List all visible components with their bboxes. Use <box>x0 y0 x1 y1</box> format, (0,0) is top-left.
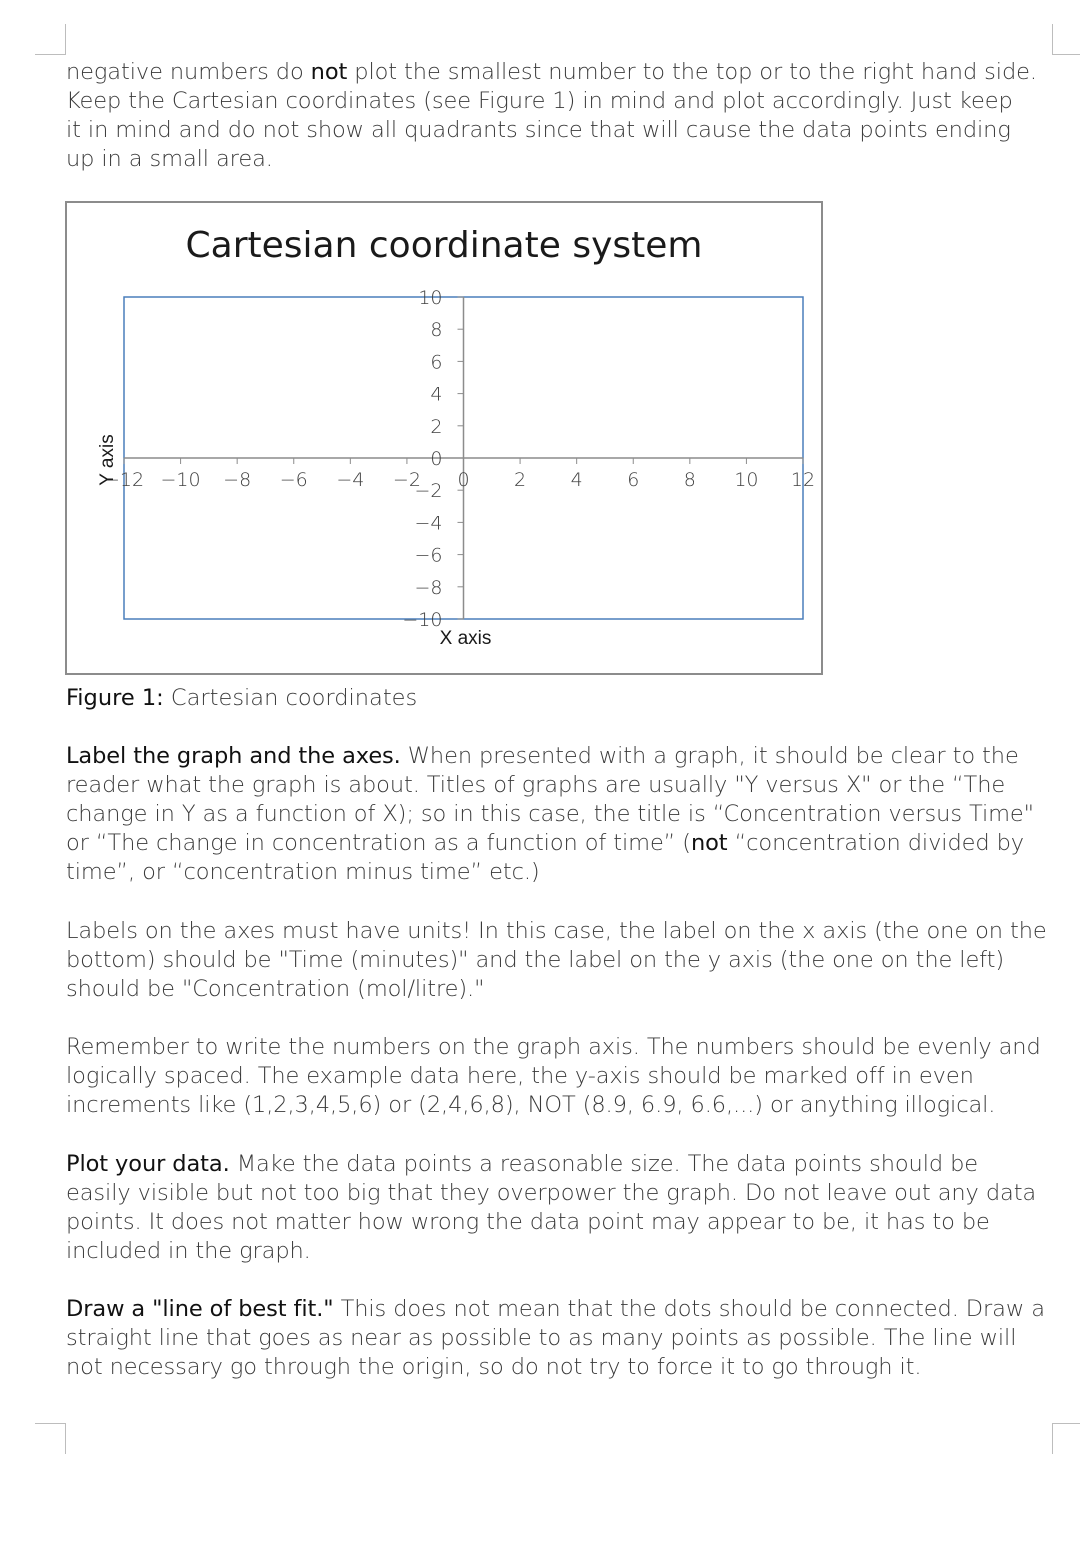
text-line <box>66 58 1056 87</box>
x-tick-label: 12 <box>790 469 816 491</box>
text-line <box>66 829 1056 858</box>
bold-text: Draw a "line of best fit." <box>66 1296 334 1322</box>
crop-mark-bottom-right <box>1052 1423 1080 1454</box>
x-tick-label: −4 <box>336 469 365 491</box>
figure-caption <box>66 684 417 713</box>
text-line <box>66 917 1056 946</box>
text-line <box>66 116 1056 145</box>
text-line <box>66 1150 1056 1179</box>
text-line <box>66 1062 1056 1091</box>
text-span: straight line that goes as near as possible to as many points as possible. The line will <box>66 1325 1017 1351</box>
crop-mark-top-right <box>1052 24 1080 55</box>
x-tick-label: 2 <box>514 469 527 491</box>
y-tick-label: −4 <box>414 512 443 535</box>
text-span: time”, or “concentration minus time” etc.) <box>66 859 540 885</box>
text-line <box>66 145 1056 174</box>
chart-title: Cartesian coordinate system <box>185 225 703 266</box>
text-line <box>66 87 1056 116</box>
text-span: plot the smallest number to the top or to the right hand side. <box>347 59 1037 85</box>
intro-paragraph <box>66 58 1056 174</box>
x-tick-label: −10 <box>160 469 201 491</box>
y-tick-label: −2 <box>414 480 443 503</box>
text-span: This does not mean that the dots should be connected. Draw a <box>333 1296 1045 1322</box>
x-tick-label: −2 <box>392 469 421 491</box>
text-line <box>66 771 1056 800</box>
y-tick-label: 8 <box>430 319 443 342</box>
bold-text: not <box>690 830 728 856</box>
text-span: negative numbers do <box>66 59 311 85</box>
text-span: Keep the Cartesian coordinates (see Figure 1) in mind and plot accordingly. Just keep <box>66 88 1013 114</box>
text-line <box>66 1237 1056 1266</box>
text-span: logically spaced. The example data here, the y-axis should be marked off in even <box>66 1063 974 1089</box>
text-line <box>66 858 1056 887</box>
text-line <box>66 800 1056 829</box>
figure-chart <box>65 201 823 675</box>
text-span: reader what the graph is about. Titles of graphs are usually "Y versus X" or the “The <box>66 772 1006 798</box>
x-tick-label: 6 <box>627 469 640 491</box>
y-tick-label: −8 <box>414 576 443 599</box>
caption-label: Figure 1: <box>66 685 164 711</box>
text-line <box>66 1208 1056 1237</box>
x-tick-label: 8 <box>683 469 696 491</box>
y-tick-label: −10 <box>402 609 443 631</box>
x-tick-label: −6 <box>279 469 308 491</box>
y-tick-label: 6 <box>430 351 443 374</box>
text-line <box>66 1295 1056 1324</box>
text-line <box>66 1179 1056 1208</box>
text-span: easily visible but not too big that they overpower the graph. Do not leave out any data <box>66 1180 1037 1206</box>
text-line <box>66 946 1056 975</box>
text-line <box>66 1353 1056 1382</box>
text-line <box>66 975 1056 1004</box>
text-span: “concentration divided by <box>727 830 1024 856</box>
section-plot-data <box>66 1150 1056 1266</box>
crop-mark-bottom-left <box>35 1423 66 1454</box>
text-span: bottom) should be "Time (minutes)" and the label on the y axis (the one on the left) <box>66 947 1005 973</box>
text-span: change in Y as a function of X); so in this case, the title is “Concentration versus Time" <box>66 801 1034 827</box>
section-axis-numbers <box>66 1033 1056 1120</box>
text-span: Make the data points a reasonable size. The data points should be <box>229 1151 979 1177</box>
bold-text: Label the graph and the axes. <box>66 743 401 769</box>
x-axis-title: X axis <box>439 628 492 649</box>
section-line-of-best-fit <box>66 1295 1056 1382</box>
text-span: up in a small area. <box>66 146 273 172</box>
text-span: points. It does not matter how wrong the data point may appear to be, it has to be <box>66 1209 990 1235</box>
x-tick-label: 0 <box>457 469 470 491</box>
bold-text: not <box>310 59 348 85</box>
text-span: When presented with a graph, it should be clear to the <box>400 743 1019 769</box>
text-span: not necessary go through the origin, so do not try to force it to go through it. <box>66 1354 922 1380</box>
text-span: Remember to write the numbers on the graph axis. The numbers should be evenly and <box>66 1034 1041 1060</box>
text-span: or “The change in concentration as a function of time” ( <box>66 830 691 856</box>
section-label-graph <box>66 742 1056 887</box>
x-tick-label: 4 <box>570 469 583 491</box>
caption-text: Cartesian coordinates <box>163 685 418 711</box>
text-span: it in mind and do not show all quadrants since that will cause the data points ending <box>66 117 1011 143</box>
y-tick-label: 10 <box>418 287 443 309</box>
text-line <box>66 742 1056 771</box>
y-axis-title: Y axis <box>97 434 118 486</box>
y-tick-label: 2 <box>430 415 443 438</box>
text-line <box>66 1033 1056 1062</box>
text-span: increments like (1,2,3,4,5,6) or (2,4,6,8), NOT (8.9, 6.9, 6.6,...) or anything illogical. <box>66 1092 996 1118</box>
x-tick-label: −8 <box>223 469 252 491</box>
bold-text: Plot your data. <box>66 1151 230 1177</box>
text-line <box>66 1324 1056 1353</box>
x-tick-label: −12 <box>103 469 145 491</box>
cartesian-chart <box>67 203 821 673</box>
x-tick-label: 10 <box>734 469 759 491</box>
text-span: should be "Concentration (mol/litre)." <box>66 976 485 1002</box>
text-span: Labels on the axes must have units! In this case, the label on the x axis (the one on the <box>66 918 1047 944</box>
y-tick-label: 4 <box>430 383 443 406</box>
section-axis-units <box>66 917 1056 1004</box>
y-tick-label: −6 <box>414 544 443 567</box>
text-line <box>66 1091 1056 1120</box>
crop-mark-top-left <box>35 24 66 55</box>
y-tick-label: 0 <box>430 448 443 470</box>
text-span: included in the graph. <box>66 1238 311 1264</box>
